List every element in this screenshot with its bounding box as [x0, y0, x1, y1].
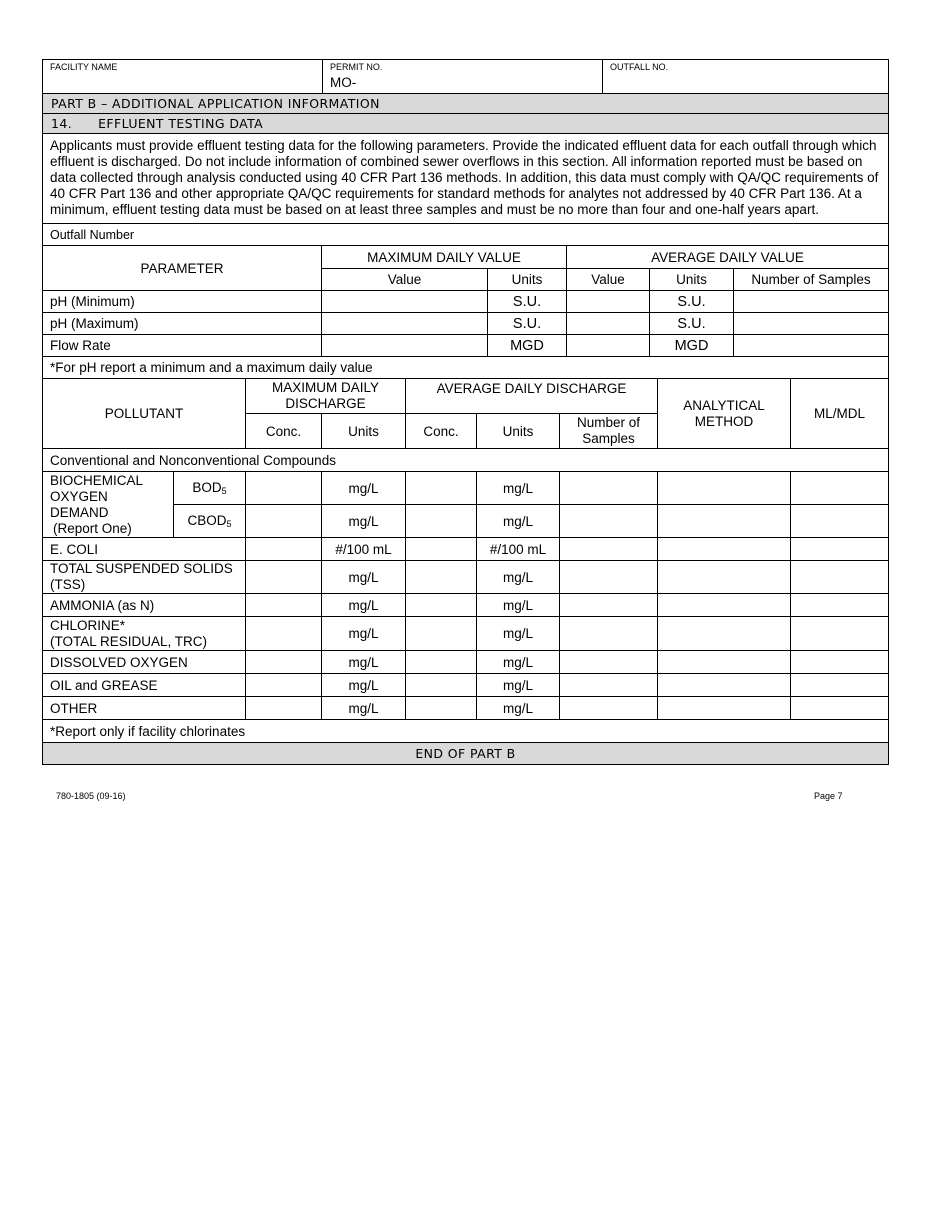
pollutant-name: AMMONIA (as N): [43, 594, 246, 617]
facility-name-cell[interactable]: [43, 60, 323, 94]
pollutant-name: OIL and GREASE: [43, 674, 246, 697]
outfall-number-label: OUTFALL NO.: [610, 62, 669, 72]
bod-group-label: [43, 472, 174, 538]
max-value-input[interactable]: [322, 291, 488, 313]
num-samples-input[interactable]: [560, 538, 658, 561]
max-daily-value-header: MAXIMUM DAILY VALUE: [322, 246, 567, 269]
cbod5-label: $CBOD_5$: [174, 505, 246, 538]
analytical-method-input[interactable]: [658, 617, 791, 651]
pollutant-table: [42, 378, 889, 765]
max-conc-input[interactable]: [246, 538, 322, 561]
avg-units: #/100 mL: [477, 538, 560, 561]
parameter-header: PARAMETER: [43, 246, 322, 291]
analytical-method-input[interactable]: [658, 505, 791, 538]
ml-mdl-input[interactable]: [791, 538, 889, 561]
num-samples-header: Number of Samples: [560, 414, 658, 449]
num-samples-input[interactable]: [734, 313, 889, 335]
avg-value-input[interactable]: [567, 291, 650, 313]
param-row-flow-rate: [43, 335, 889, 357]
permit-number-value[interactable]: MO-: [330, 75, 357, 90]
avg-conc-header: Conc.: [406, 414, 477, 449]
num-samples-input[interactable]: [560, 561, 658, 594]
parameter-table: [42, 245, 889, 379]
avg-daily-value-header: AVERAGE DAILY VALUE: [567, 246, 889, 269]
max-value-input[interactable]: [322, 335, 488, 357]
permit-number-cell[interactable]: [323, 60, 603, 94]
form-number: 780-1805 (09-16): [56, 791, 126, 801]
max-conc-input[interactable]: [246, 472, 322, 505]
chlorinate-note: *Report only if facility chlorinates: [43, 720, 889, 743]
max-units-header: Units: [322, 414, 406, 449]
outfall-number-cell[interactable]: [603, 60, 889, 94]
max-units: mg/L: [322, 472, 406, 505]
avg-conc-input[interactable]: [406, 538, 477, 561]
avg-units: mg/L: [477, 697, 560, 720]
num-samples-input[interactable]: [560, 697, 658, 720]
avg-conc-input[interactable]: [406, 617, 477, 651]
pollutant-name: OTHER: [43, 697, 246, 720]
avg-units: mg/L: [477, 472, 560, 505]
ml-mdl-input[interactable]: [791, 594, 889, 617]
max-value-input[interactable]: [322, 313, 488, 335]
max-conc-input[interactable]: [246, 697, 322, 720]
num-samples-input[interactable]: [734, 335, 889, 357]
max-units: mg/L: [322, 674, 406, 697]
analytical-method-input[interactable]: [658, 674, 791, 697]
max-units: mg/L: [322, 505, 406, 538]
analytical-method-input[interactable]: [658, 594, 791, 617]
avg-value-input[interactable]: [567, 313, 650, 335]
compounds-subheading: Conventional and Nonconventional Compounds: [43, 449, 889, 472]
max-units: mg/L: [322, 651, 406, 674]
avg-daily-discharge-header: AVERAGE DAILY DISCHARGE: [406, 379, 658, 414]
avg-units-header: Units: [650, 269, 734, 291]
instructions-text: Applicants must provide effluent testing data for the following parameters. Provide the indicated effluent data for each outfall through which effluent is discharged. Do not include information of combined sewer overflows in this section. All information reported must be based on data collected through analysis conducted using 40 CFR Part 136 methods. In addition, this data must comply with QA/QC requirements of 40 CFR Part 136 and other appropriate QA/QC requirements for standard methods for analytes not addressed by 40 CFR Part 136. At a minimum, effluent testing data must be based on at least three samples and must be no more than four and one-half years apart.: [43, 134, 889, 224]
pollutant-row-ecoli: [43, 538, 889, 561]
avg-units: mg/L: [477, 617, 560, 651]
analytical-method-input[interactable]: [658, 697, 791, 720]
avg-value-header: Value: [567, 269, 650, 291]
pollutant-row-ammonia: [43, 594, 889, 617]
analytical-method-input[interactable]: [658, 538, 791, 561]
pollutant-row-other: [43, 697, 889, 720]
avg-conc-input[interactable]: [406, 561, 477, 594]
max-conc-input[interactable]: [246, 674, 322, 697]
ml-mdl-input[interactable]: [791, 505, 889, 538]
avg-conc-input[interactable]: [406, 674, 477, 697]
max-units: mg/L: [322, 561, 406, 594]
num-samples-input[interactable]: [560, 594, 658, 617]
pollutant-name: TOTAL SUSPENDED SOLIDS (TSS): [43, 561, 246, 594]
num-samples-input[interactable]: [560, 651, 658, 674]
analytical-method-input[interactable]: [658, 472, 791, 505]
ml-mdl-input[interactable]: [791, 674, 889, 697]
pollutant-header: POLLUTANT: [43, 379, 246, 449]
avg-units: mg/L: [477, 651, 560, 674]
num-samples-header: Number of Samples: [734, 269, 889, 291]
outfall-number-row-label: Outfall Number: [43, 224, 889, 246]
avg-conc-input[interactable]: [406, 651, 477, 674]
avg-units: mg/L: [477, 561, 560, 594]
bod-group-note: (Report One): [53, 521, 132, 536]
part-title: PART B – ADDITIONAL APPLICATION INFORMATION: [43, 94, 889, 114]
num-samples-input[interactable]: [560, 505, 658, 538]
bod-group-name: BIOCHEMICAL OXYGEN DEMAND: [50, 473, 143, 520]
ml-mdl-input[interactable]: [791, 472, 889, 505]
max-conc-input[interactable]: [246, 561, 322, 594]
ml-mdl-input[interactable]: [791, 617, 889, 651]
pollutant-name-line1: CHLORINE*: [50, 617, 126, 633]
end-of-part-label: END OF PART B: [43, 743, 889, 765]
pollutant-name-line2: (TOTAL RESIDUAL, TRC): [50, 633, 208, 649]
max-units: MGD: [488, 335, 567, 357]
pollutant-row-chlorine: [43, 617, 889, 651]
max-conc-input[interactable]: [246, 594, 322, 617]
permit-number-label: PERMIT NO.: [330, 62, 383, 72]
avg-conc-input[interactable]: [406, 472, 477, 505]
section-heading: [43, 114, 889, 134]
max-units: S.U.: [488, 313, 567, 335]
param-row-ph-min: [43, 291, 889, 313]
header-table: [42, 59, 889, 246]
ml-mdl-input[interactable]: [791, 561, 889, 594]
max-conc-input[interactable]: [246, 505, 322, 538]
pollutant-row-dissolved-oxygen: [43, 651, 889, 674]
pollutant-row-bod5: [43, 472, 889, 505]
pollutant-row-tss: [43, 561, 889, 594]
max-units: mg/L: [322, 617, 406, 651]
avg-units: mg/L: [477, 505, 560, 538]
facility-name-label: FACILITY NAME: [50, 62, 118, 72]
avg-units: S.U.: [650, 313, 734, 335]
analytical-method-input[interactable]: [658, 561, 791, 594]
max-units: mg/L: [322, 594, 406, 617]
max-units: #/100 mL: [322, 538, 406, 561]
ph-note: *For pH report a minimum and a maximum daily value: [43, 357, 889, 379]
form-page: [42, 59, 888, 765]
max-conc-input[interactable]: [246, 617, 322, 651]
analytical-method-input[interactable]: [658, 651, 791, 674]
num-samples-input[interactable]: [560, 472, 658, 505]
pollutant-row-oil-grease: [43, 674, 889, 697]
param-name: Flow Rate: [43, 335, 322, 357]
max-units: mg/L: [322, 697, 406, 720]
max-units: S.U.: [488, 291, 567, 313]
avg-units: mg/L: [477, 594, 560, 617]
num-samples-input[interactable]: [560, 617, 658, 651]
page-number: Page 7: [814, 791, 843, 801]
avg-value-input[interactable]: [567, 335, 650, 357]
avg-units: mg/L: [477, 674, 560, 697]
section-title: EFFLUENT TESTING DATA: [98, 116, 264, 131]
param-name: pH (Maximum): [43, 313, 322, 335]
max-daily-discharge-header: MAXIMUM DAILY DISCHARGE: [246, 379, 406, 414]
avg-conc-input[interactable]: [406, 594, 477, 617]
num-samples-input[interactable]: [734, 291, 889, 313]
avg-conc-input[interactable]: [406, 505, 477, 538]
pollutant-name: [43, 617, 246, 651]
section-number: 14.: [51, 116, 73, 131]
avg-units: MGD: [650, 335, 734, 357]
analytical-method-header: ANALYTICAL METHOD: [658, 379, 791, 449]
num-samples-input[interactable]: [560, 674, 658, 697]
max-conc-input[interactable]: [246, 651, 322, 674]
ml-mdl-input[interactable]: [791, 651, 889, 674]
avg-units-header: Units: [477, 414, 560, 449]
param-row-ph-max: [43, 313, 889, 335]
avg-units: S.U.: [650, 291, 734, 313]
param-name: pH (Minimum): [43, 291, 322, 313]
ml-mdl-input[interactable]: [791, 697, 889, 720]
pollutant-name: E. COLI: [43, 538, 246, 561]
max-units-header: Units: [488, 269, 567, 291]
max-conc-header: Conc.: [246, 414, 322, 449]
bod5-label: $BOD_5$: [174, 472, 246, 505]
ml-mdl-header: ML/MDL: [791, 379, 889, 449]
max-value-header: Value: [322, 269, 488, 291]
avg-conc-input[interactable]: [406, 697, 477, 720]
pollutant-name: DISSOLVED OXYGEN: [43, 651, 246, 674]
